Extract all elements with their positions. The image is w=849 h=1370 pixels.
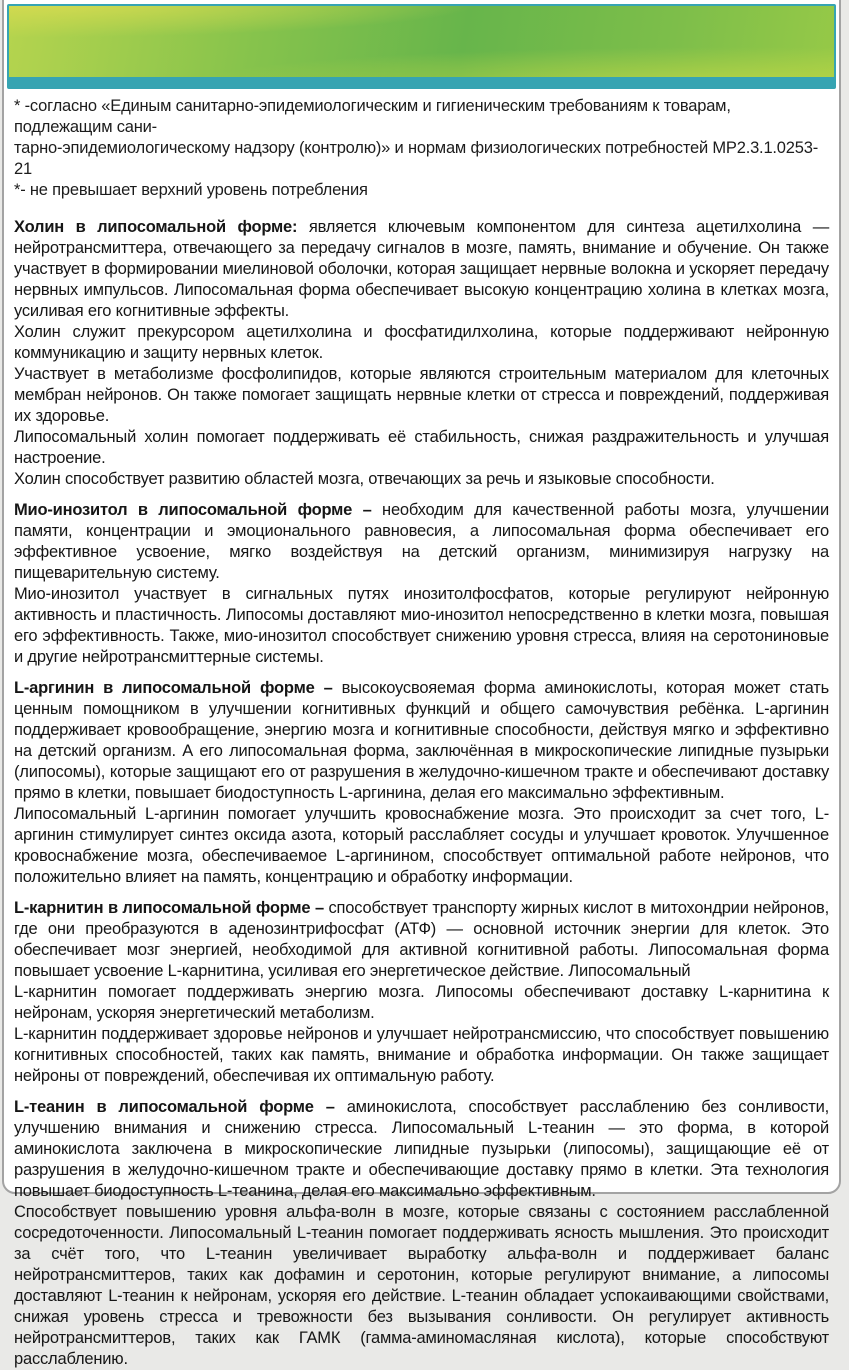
section-heading: Мио-инозитол в липосомальной форме – (14, 501, 372, 519)
section-lead-paragraph (14, 500, 829, 584)
section-l-arginine (14, 678, 829, 888)
section-choline (14, 217, 829, 490)
section-lead-text: способствует транспорту жирных кислот в митохондрии нейронов, где они преобразуются в аденозинтрифосфат (АТФ) — основной источник энергии для клеток. Это обеспечивает мозг энергией, необходимой для активной когнитивной работы. Липосомальная форма повышает усвоение L-карнитина, усиливая его энергетическое действие. Липосомальный (14, 899, 829, 980)
leaflet-page (2, 0, 841, 1368)
paragraph: Липосомальный холин помогает поддерживать её стабильность, снижая раздражительность и улучшая настроение. (14, 428, 829, 467)
paragraph: Способствует повышению уровня альфа-волн в мозге, которые связаны с состоянием расслабленной сосредоточенности. Липосомальный L-теанин помогает поддерживать ясность мышления. Это происходит за счёт того, что L-теанин увеличивает выработку альфа-волн и поддерживает баланс нейротрансмиттеров, таких как дофамин и серотонин, которые регулируют внимание, а липосомы доставляют L-теанин к нейронам, ускоряя его действие. L-теанин обладает успокаивающими свойствами, снижая уровень стресса и тревожности без вызывания сонливости. Он регулирует активность нейротрансмиттеров, таких как ГАМК (гамма-аминомасляная кислота), которые способствуют расслаблению. (14, 1203, 829, 1368)
paragraph: L-карнитин поддерживает здоровье нейронов и улучшает нейротрансмиссию, что способствует повышению когнитивных способностей, таких как память, внимание и обработка информации. Он также защищает нейроны от повреждений, обеспечивая их оптимальную работу. (14, 1025, 829, 1085)
footnote-line-3: *- не превышает верхний уровень потребления (14, 181, 368, 199)
section-l-carnitine (14, 898, 829, 1087)
header-band (7, 4, 836, 89)
paragraph: Участвует в метаболизме фосфолипидов, которые являются строительным материалом для клеточных мембран нейронов. Он также помогает защищать нервные клетки от стресса и повреждений, поддерживая их здоровье. (14, 365, 829, 425)
section-lead-text: необходим для качественной работы мозга, улучшении памяти, концентрации и эмоционального равновесия, а липосомальная форма обеспечивает его эффективное усвоение, мягко воздействуя на детский организм, минимизируя нагрузку на пищеварительную систему. (14, 501, 829, 582)
paragraph: Холин служит прекурсором ацетилхолина и фосфатидилхолина, которые поддерживают нейронную коммуникацию и защиту нервных клеток. (14, 323, 829, 362)
paragraph: Мио-инозитол участвует в сигнальных путях инозитолфосфатов, которые регулируют нейронную активность и пластичность. Липосомы доставляют мио-инозитол непосредственно в клетки мозга, повышая его эффективность. Также, мио-инозитол способствует снижению уровня стресса, влияя на серотониновые и другие нейротрансмиттерные системы. (14, 585, 829, 666)
section-lead-text: высокоусвояемая форма аминокислоты, которая может стать ценным помощником в улучшении когнитивных функций и общего самочувствия ребёнка. L-аргинин поддерживает кровообращение, энергию мозга и когнитивные способности, действуя мягко и эффективно на детский организм. А его липосомальная форма, заключённая в микроскопические липидные пузырьки (липосомы), которые защищают его от разрушения в желудочно-кишечном тракте и обеспечивают доставку прямо в клетки, повышает биодоступность L-аргинина, делая его максимально эффективным. (14, 679, 829, 802)
section-heading: L-карнитин в липосомальной форме – (14, 899, 324, 917)
section-lead-paragraph (14, 1097, 829, 1202)
section-lead-text: аминокислота, способствует расслаблению без сонливости, улучшению внимания и снижению стресса. Липосомальный L-теанин — это форма, в которой аминокислота заключена в микроскопические липидные пузырьки (липосомы), защищающие её от разрушения в желудочно-кишечном тракте и обеспечивающие доставку прямо в клетки. Эта технология повышает биодоступность L-теанина, делая его максимально эффективным. (14, 1098, 829, 1200)
footnote-line-2: тарно-эпидемиологическому надзору (контролю)» и нормам физиологических потребностей МР2.3.1.0253-21 (14, 139, 819, 178)
paragraph: Липосомальный L-аргинин помогает улучшить кровоснабжение мозга. Это происходит за счет того, L-аргинин стимулирует синтез оксида азота, который расслабляет сосуды и улучшает кровоток. Улучшенное кровоснабжение мозга, обеспечиваемое L-аргинином, способствует оптимальной работе нейронов, что положительно влияет на память, концентрацию и обработку информации. (14, 805, 829, 886)
paragraph: Холин способствует развитию областей мозга, отвечающих за речь и языковые способности. (14, 470, 715, 488)
section-heading: L-теанин в липосомальной форме – (14, 1098, 335, 1116)
header-gradient (9, 6, 834, 77)
section-myo-inositol (14, 500, 829, 668)
footnote-line-1: * -согласно «Единым санитарно-эпидемиологическим и гигиеническим требованиям к товарам, подлежащим сани- (14, 97, 731, 136)
section-lead-paragraph (14, 678, 829, 804)
section-lead-paragraph (14, 898, 829, 982)
section-heading: L-аргинин в липосомальной форме – (14, 679, 333, 697)
section-heading: Холин в липосомальной форме: (14, 218, 298, 236)
section-lead-text: является ключевым компонентом для синтеза ацетилхолина — нейротрансмиттера, отвечающего за передачу сигналов в мозге, память, внимание и обучение. Он также участвует в формировании миелиновой оболочки, которая защищает нервные волокна и ускоряет передачу нервных импульсов. Липосомальная форма обеспечивает высокую концентрацию холина в клетках мозга, усиливая его когнитивные эффекты. (14, 218, 829, 320)
footnote-block (14, 96, 829, 201)
body-text (14, 217, 829, 1370)
paragraph: L-карнитин помогает поддерживать энергию мозга. Липосомы обеспечивают доставку L-карнитина к нейронам, ускоряя энергетический метаболизм. (14, 983, 829, 1022)
section-l-theanine (14, 1097, 829, 1370)
section-lead-paragraph (14, 217, 829, 322)
